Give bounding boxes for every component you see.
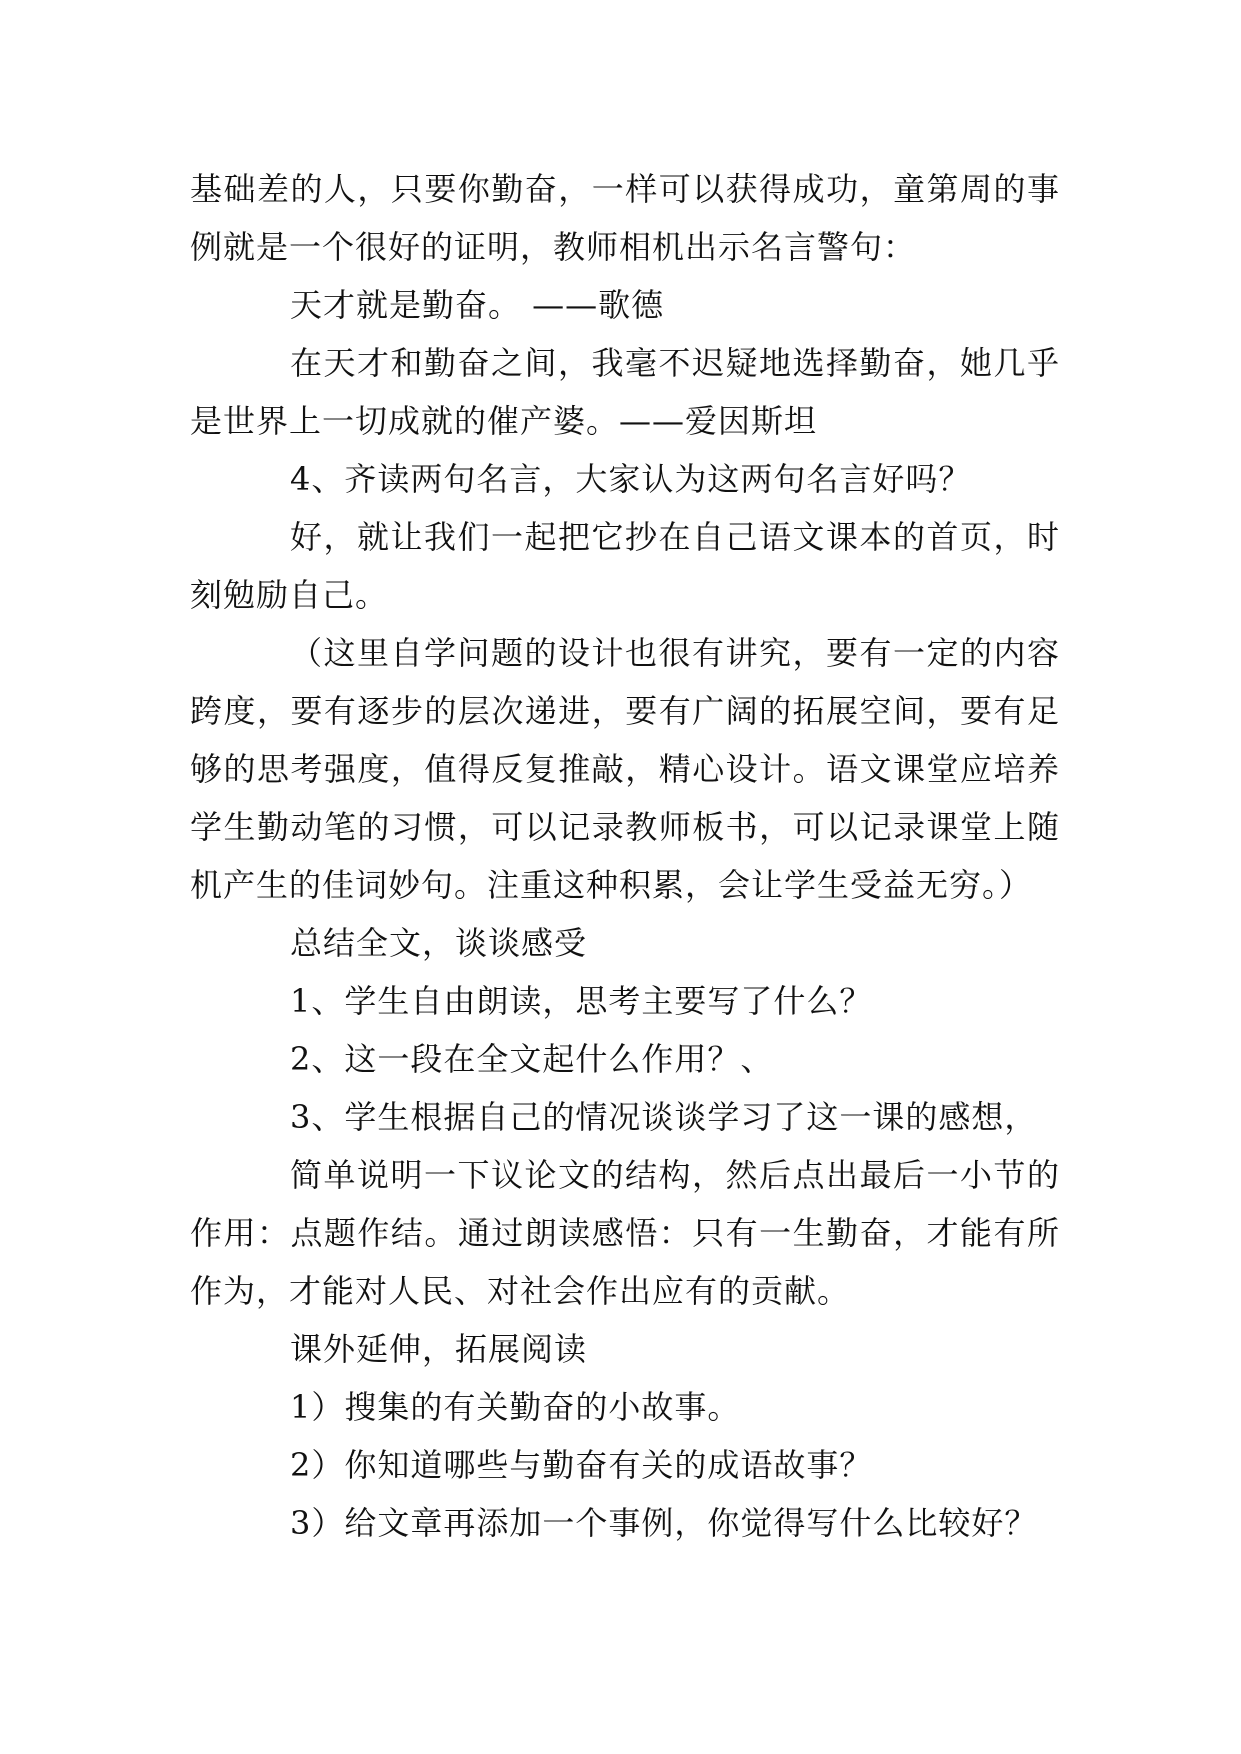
paragraph-6-note: （这里自学问题的设计也很有讲究，要有一定的内容跨度，要有逐步的层次递进，要有广阔的拓展空间，要有足够的思考强度，值得反复推敲，精心设计。语文课堂应培养学生勤动笔的习惯，可以记录教师板书，可以记录课堂上随机产生的佳词妙句。注重这种积累，会让学生受益无穷。） xyxy=(190,634,1060,904)
paragraph-2-quote-goethe: 天才就是勤奋。 ——歌德 xyxy=(290,286,665,324)
paragraph-structure: 简单说明一下议论文的结构，然后点出最后一小节的作用：点题作结。通过朗读感悟：只有一生勤奋，才能有所作为，才能对人民、对社会作出应有的贡献。 xyxy=(190,1156,1060,1310)
paragraph-3-quote-einstein: 在天才和勤奋之间，我毫不迟疑地选择勤奋，她几乎是世界上一切成就的催产婆。——爱因斯坦 xyxy=(190,344,1060,440)
document-page xyxy=(190,160,1060,1552)
paragraph-5: 好，就让我们一起把它抄在自己语文课本的首页，时刻勉励自己。 xyxy=(190,518,1060,614)
paragraph-4: 4、齐读两句名言，大家认为这两句名言好吗？ xyxy=(290,460,972,498)
paragraph-1: 基础差的人，只要你勤奋，一样可以获得成功，童第周的事例就是一个很好的证明，教师相机出示名言警句： xyxy=(190,170,1060,266)
list-item-3: 3、学生根据自己的情况谈谈学习了这一课的感想， xyxy=(290,1098,1038,1136)
section-heading-summary: 总结全文，谈谈感受 xyxy=(290,924,588,962)
extension-item-2: 2）你知道哪些与勤奋有关的成语故事？ xyxy=(290,1446,873,1484)
extension-item-3: 3）给文章再添加一个事例，你觉得写什么比较好？ xyxy=(290,1504,1038,1542)
list-item-2: 2、这一段在全文起什么作用？、 xyxy=(290,1040,774,1078)
extension-item-1: 1）搜集的有关勤奋的小故事。 xyxy=(290,1388,741,1426)
list-item-1: 1、学生自由朗读，思考主要写了什么？ xyxy=(290,982,873,1020)
section-heading-extension: 课外延伸，拓展阅读 xyxy=(290,1330,588,1368)
